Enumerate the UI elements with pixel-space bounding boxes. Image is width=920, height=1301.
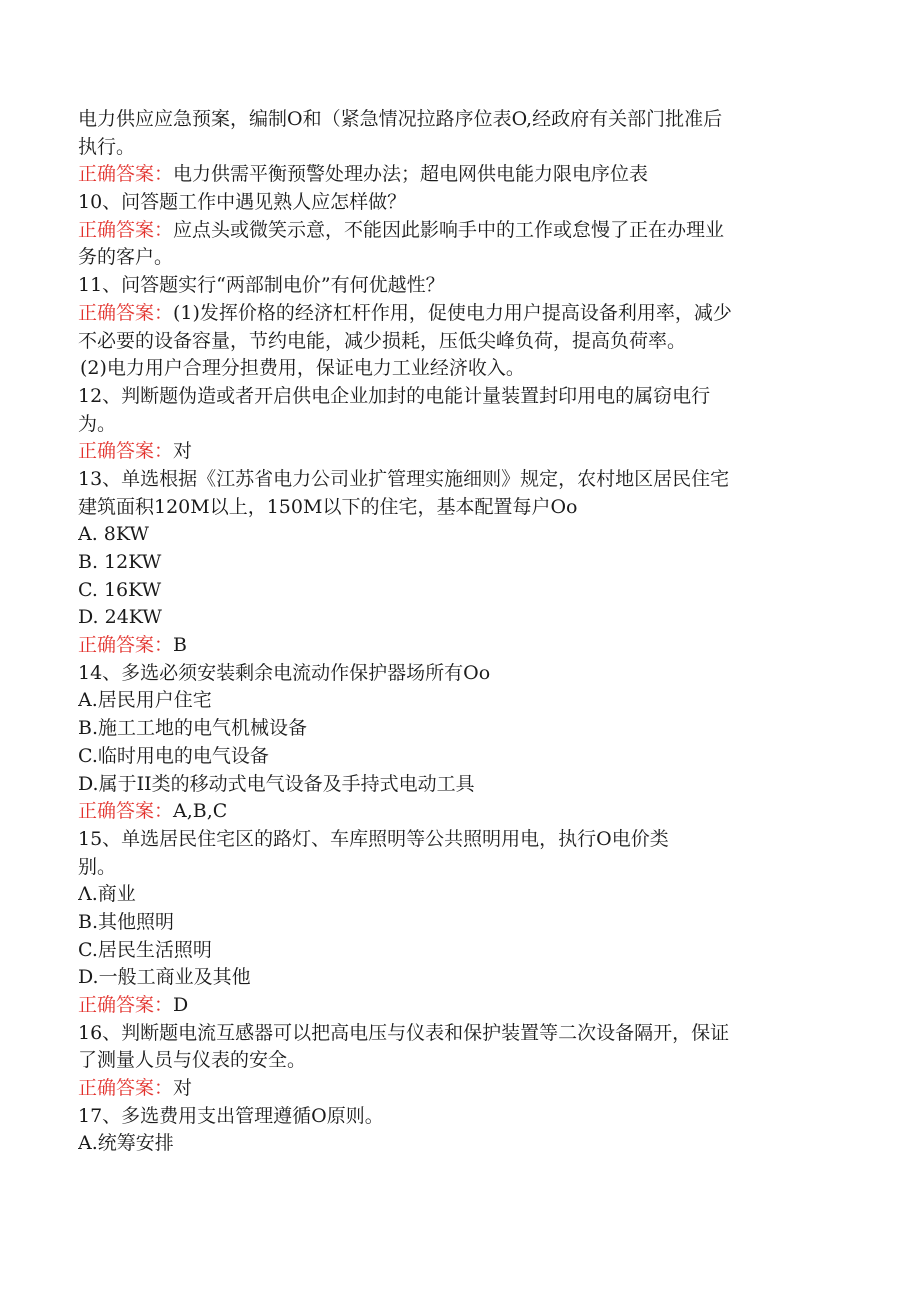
text-line: 建筑面积120M以上，150M以下的住宅，基本配置每户Oo (78, 495, 578, 518)
question-line: 10、问答题工作中遇见熟人应怎样做？ (78, 191, 407, 214)
answer-line (78, 161, 848, 189)
question-line: 15、单选居民住宅区的路灯、车库照明等公共照明用电，执行O电价类 (78, 827, 669, 850)
answer-label: 正确答案： (78, 1077, 174, 1100)
answer-line (78, 798, 848, 826)
document-body (78, 106, 848, 1158)
answer-label: 正确答案： (78, 440, 174, 463)
option-line: D. 24KW (78, 606, 162, 629)
option-line: A. 8KW (78, 523, 149, 546)
answer-line (78, 992, 848, 1020)
question-line: 16、判断题电流互感器可以把高电压与仪表和保护装置等二次设备隔开，保证 (78, 1021, 730, 1044)
answer-text: 应点头或微笑示意，不能因此影响手中的工作或怠慢了正在办理业 (173, 218, 725, 241)
text-line: 别。 (78, 855, 117, 878)
option-line: B.施工工地的电气机械设备 (78, 717, 308, 740)
text-line: 务的客户。 (78, 246, 174, 269)
question-line: 17、多选费用支出管理遵循O原则。 (78, 1104, 384, 1127)
option-line: C. 16KW (78, 578, 162, 601)
answer-text: 电力供需平衡预警处理办法；超电网供电能力限电序位表 (173, 163, 649, 186)
text-line: 电力供应应急预案，编制O和（紧急情况拉路序位表O,经政府有关部门批准后 (78, 108, 723, 130)
option-line: D.一般工商业及其他 (78, 966, 251, 989)
question-line: 12、判断题伪造或者开启供电企业加封的电能计量装置封印用电的属窃电行 (78, 384, 711, 407)
answer-line (78, 217, 848, 245)
question-line: 11、问答题实行“两部制电价”有何优越性？ (78, 274, 445, 297)
option-line: B.其他照明 (78, 910, 175, 933)
option-line: B. 12KW (78, 551, 162, 573)
text-line: 为。 (78, 412, 117, 435)
answer-line (78, 1075, 848, 1103)
answer-label: 正确答案： (78, 994, 174, 1016)
option-line: D.属于II类的移动式电气设备及手持式电动工具 (78, 772, 475, 795)
answer-label: 正确答案： (78, 301, 174, 324)
answer-line (78, 438, 848, 466)
option-line: A.统筹安排 (78, 1132, 174, 1155)
answer-line (78, 300, 848, 328)
answer-text: A,B,C (173, 800, 228, 823)
answer-line (78, 632, 848, 660)
answer-text: 对 (173, 1077, 193, 1100)
answer-label: 正确答案： (78, 800, 174, 823)
option-line: A.居民用户住宅 (78, 689, 212, 712)
answer-label: 正确答案： (78, 218, 174, 241)
answer-label: 正确答案： (78, 163, 174, 186)
answer-text: B (173, 634, 187, 657)
text-line: (2)电力用户合理分担费用，保证电力工业经济收入。 (80, 357, 525, 380)
answer-text: (1)发挥价格的经济杠杆作用，促使电力用户提高设备利用率，减少 (173, 301, 732, 324)
option-line: C.居民生活照明 (78, 938, 212, 961)
answer-text: D (173, 994, 189, 1016)
question-line: 13、单选根据《江苏省电力公司业扩管理实施细则》规定，农村地区居民住宅 (78, 467, 730, 490)
answer-text: 对 (173, 440, 193, 463)
answer-label: 正确答案： (78, 634, 174, 657)
text-line: 了测量人员与仪表的安全。 (78, 1049, 307, 1072)
text-line: 执行。 (78, 135, 136, 158)
option-line: Λ.商业 (78, 883, 136, 906)
option-line: C.临时用电的电气设备 (78, 744, 269, 767)
text-line: 不必要的设备容量，节约电能，减少损耗，压低尖峰负荷，提高负荷率。 (78, 329, 687, 352)
question-line: 14、多选必须安装剩余电流动作保护器场所有Oo (78, 661, 491, 684)
